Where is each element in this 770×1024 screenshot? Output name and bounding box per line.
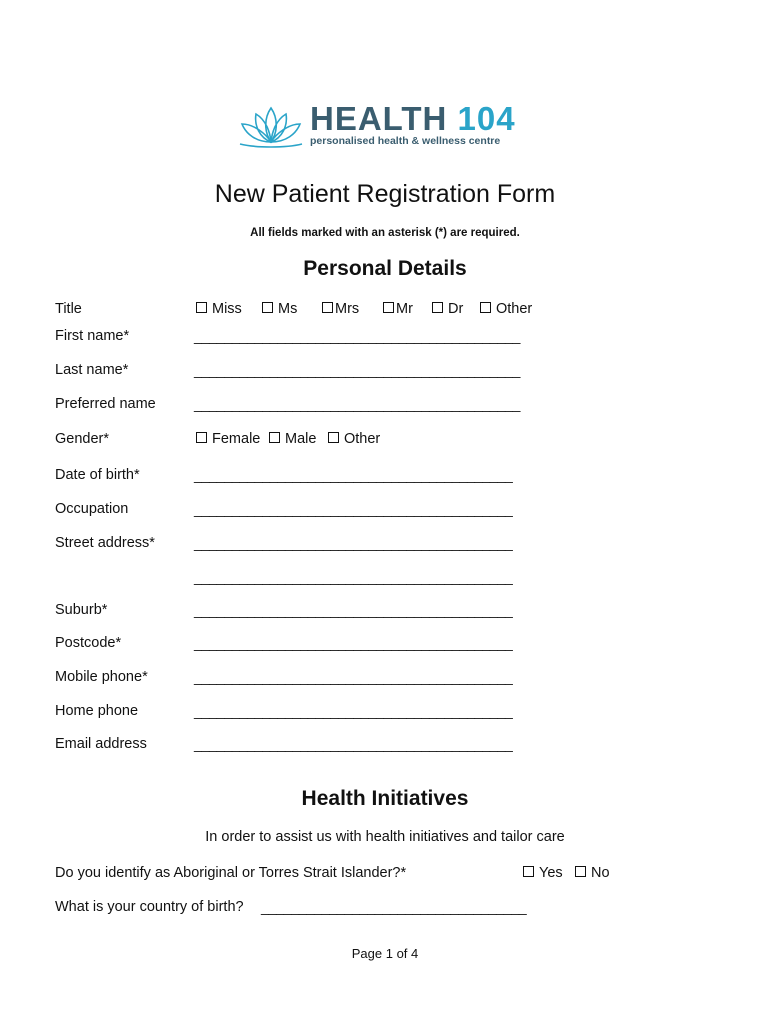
- home-phone-label: Home phone: [55, 703, 139, 719]
- checkbox[interactable]: [523, 866, 534, 877]
- checkbox[interactable]: [432, 302, 443, 313]
- checkbox[interactable]: [575, 866, 586, 877]
- country-of-birth-field[interactable]: ___________________________________: [261, 899, 527, 915]
- checkbox[interactable]: [196, 432, 207, 443]
- suburb-field[interactable]: __________________________________________: [194, 602, 513, 618]
- first-name-field[interactable]: ___________________________________________: [194, 328, 521, 344]
- mobile-phone-field[interactable]: __________________________________________: [194, 669, 513, 685]
- street-address-field-1[interactable]: __________________________________________: [194, 535, 513, 551]
- first-name-label: First name*: [55, 328, 130, 344]
- checkbox[interactable]: [383, 302, 394, 313]
- last-name-label: Last name*: [55, 362, 129, 378]
- aboriginal-option-no[interactable]: No: [575, 865, 610, 881]
- street-address-field-2[interactable]: __________________________________________: [194, 569, 513, 585]
- dob-label: Date of birth*: [55, 467, 140, 483]
- checkbox[interactable]: [196, 302, 207, 313]
- title-option-dr[interactable]: Dr: [432, 301, 463, 317]
- dob-field[interactable]: __________________________________________: [194, 467, 513, 483]
- title-label: Title: [55, 301, 82, 317]
- postcode-label: Postcode*: [55, 635, 122, 651]
- brand-number: 104: [457, 100, 516, 137]
- last-name-field[interactable]: ___________________________________________: [194, 362, 521, 378]
- checkbox[interactable]: [322, 302, 333, 313]
- title-option-mr[interactable]: Mr: [383, 301, 413, 317]
- email-address-field[interactable]: __________________________________________: [194, 736, 513, 752]
- lotus-icon: [236, 104, 306, 148]
- occupation-label: Occupation: [55, 501, 129, 517]
- home-phone-field[interactable]: __________________________________________: [194, 703, 513, 719]
- gender-option-female[interactable]: Female: [196, 431, 260, 447]
- brand-word: HEALTH: [310, 100, 448, 137]
- checkbox[interactable]: [480, 302, 491, 313]
- country-of-birth-question: What is your country of birth?: [55, 899, 244, 915]
- aboriginal-option-yes[interactable]: Yes: [523, 865, 563, 881]
- gender-label: Gender*: [55, 431, 110, 447]
- suburb-label: Suburb*: [55, 602, 108, 618]
- checkbox[interactable]: [328, 432, 339, 443]
- mobile-phone-label: Mobile phone*: [55, 669, 148, 685]
- checkbox[interactable]: [269, 432, 280, 443]
- gender-option-male[interactable]: Male: [269, 431, 316, 447]
- title-option-other[interactable]: Other: [480, 301, 532, 317]
- preferred-name-label: Preferred name: [55, 396, 156, 412]
- health-initiatives-heading: Health Initiatives: [301, 787, 469, 810]
- street-address-label: Street address*: [55, 535, 155, 551]
- brand-name: [310, 102, 516, 136]
- aboriginal-question: Do you identify as Aboriginal or Torres Strait Islander?*: [55, 865, 407, 881]
- page-number: Page 1 of 4: [351, 946, 419, 961]
- form-title: New Patient Registration Form: [214, 180, 556, 208]
- checkbox[interactable]: [262, 302, 273, 313]
- gender-option-other[interactable]: Other: [328, 431, 380, 447]
- preferred-name-field[interactable]: ___________________________________________: [194, 396, 521, 412]
- health-initiatives-intro: In order to assist us with health initiatives and tailor care: [205, 829, 565, 845]
- health104-logo: [236, 100, 536, 150]
- occupation-field[interactable]: __________________________________________: [194, 501, 513, 517]
- title-option-ms[interactable]: Ms: [262, 301, 297, 317]
- title-option-miss[interactable]: Miss: [196, 301, 242, 317]
- brand-tagline: personalised health & wellness centre: [310, 135, 501, 147]
- email-address-label: Email address: [55, 736, 147, 752]
- postcode-field[interactable]: __________________________________________: [194, 635, 513, 651]
- personal-details-heading: Personal Details: [303, 257, 467, 280]
- required-note: All fields marked with an asterisk (*) are required.: [250, 227, 520, 239]
- title-option-mrs[interactable]: Mrs: [322, 301, 359, 317]
